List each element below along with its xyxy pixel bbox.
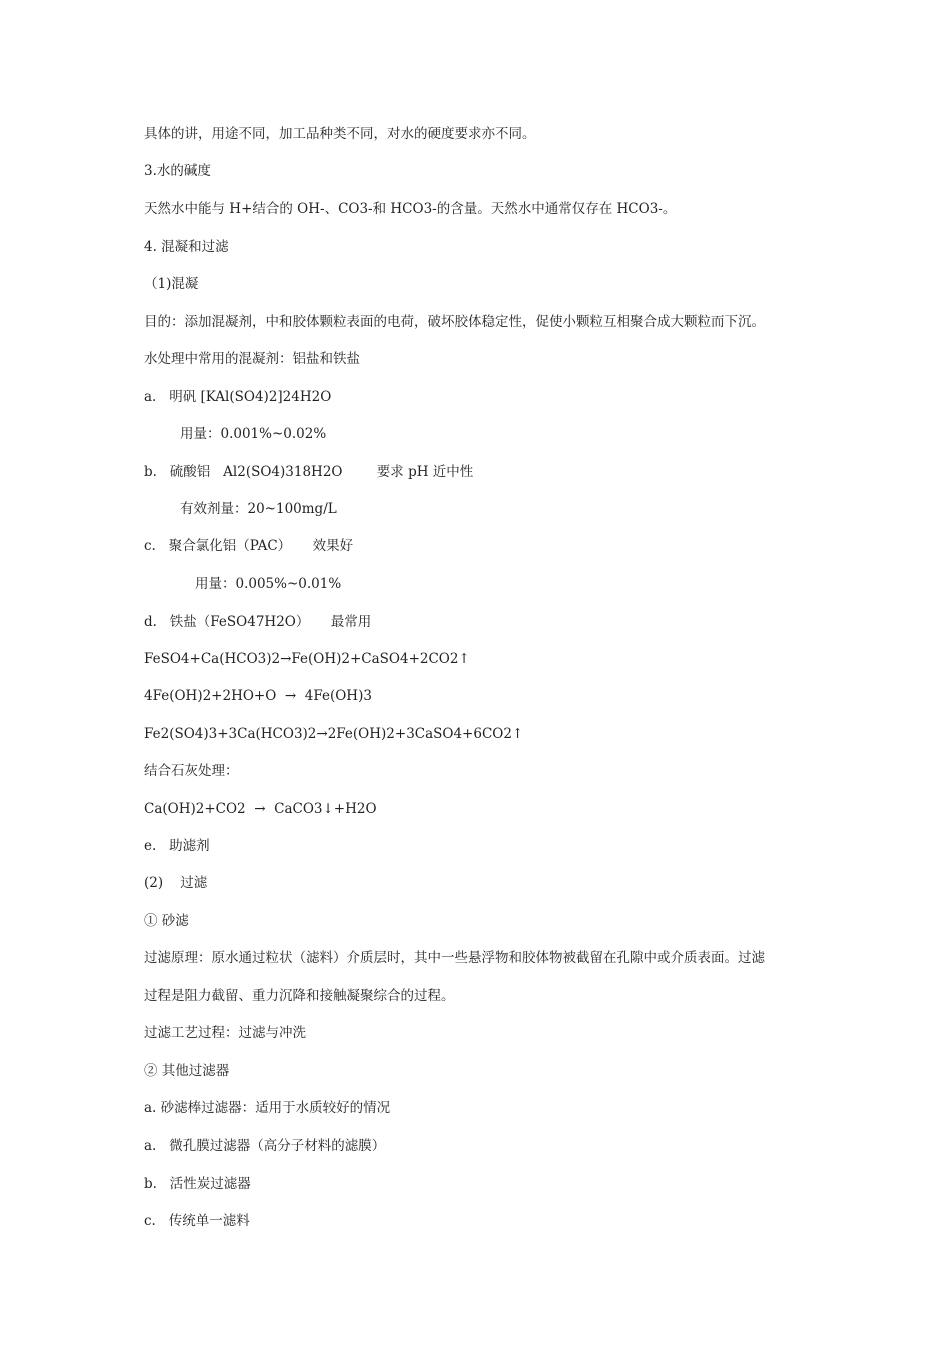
list-item: a. 明矾 [KAl(SO4)2]24H2O (144, 389, 332, 405)
text-line: 过程是阻力截留、重力沉降和接触凝聚综合的过程。 (144, 988, 455, 1004)
text-line: 天然水中能与 H+结合的 OH-、CO3-和 HCO3-的含量。天然水中通常仅存在 HCO3-。 (144, 201, 677, 217)
item-heading-other-filters: ② 其他过滤器 (144, 1063, 230, 1079)
list-item: a. 砂滤棒过滤器：适用于水质较好的情况 (144, 1100, 391, 1116)
chemical-equation: Ca(OH)2+CO2 → CaCO3↓+H2O (144, 801, 377, 817)
section-heading-alkalinity: 3.水的碱度 (144, 163, 211, 179)
dosage-note: 用量：0.001%~0.02% (180, 426, 327, 442)
text-line: 目的：添加混凝剂，中和胶体颗粒表面的电荷，破坏胶体稳定性，促使小颗粒互相聚合成大颗粒而下沉。 (144, 314, 765, 330)
dosage-note: 用量：0.005%~0.01% (195, 576, 342, 592)
subsection-heading-filtration: (2) 过滤 (144, 875, 208, 891)
dosage-note: 有效剂量：20~100mg/L (180, 501, 337, 517)
section-heading-coagulation-filtration: 4. 混凝和过滤 (144, 239, 229, 255)
list-item: e. 助滤剂 (144, 838, 210, 854)
text-line: 水处理中常用的混凝剂：铝盐和铁盐 (144, 351, 360, 367)
text-line: 具体的讲，用途不同，加工品种类不同，对水的硬度要求亦不同。 (144, 126, 536, 142)
list-item: c. 传统单一滤料 (144, 1213, 250, 1229)
list-item: c. 聚合氯化铝（PAC） 效果好 (144, 538, 354, 554)
text-line: 过滤工艺过程：过滤与冲洗 (144, 1025, 306, 1041)
text-line: 过滤原理：原水通过粒状（滤料）介质层时，其中一些悬浮物和胶体物被截留在孔隙中或介质表面。过滤 (144, 950, 765, 966)
chemical-equation: FeSO4+Ca(HCO3)2→Fe(OH)2+CaSO4+2CO2↑ (144, 651, 470, 667)
item-heading-sand-filter: ① 砂滤 (144, 913, 189, 929)
list-item: a. 微孔膜过滤器（高分子材料的滤膜） (144, 1138, 386, 1154)
list-item: b. 硫酸铝 Al2(SO4)318H2O 要求 pH 近中性 (144, 464, 474, 480)
subsection-heading-coagulation: （1)混凝 (144, 276, 199, 292)
chemical-equation: 4Fe(OH)2+2HO+O → 4Fe(OH)3 (144, 688, 372, 704)
list-item: b. 活性炭过滤器 (144, 1176, 251, 1192)
chemical-equation: Fe2(SO4)3+3Ca(HCO3)2→2Fe(OH)2+3CaSO4+6CO2↑ (144, 726, 524, 742)
text-line: 结合石灰处理： (144, 763, 239, 779)
list-item: d. 铁盐（FeSO47H2O） 最常用 (144, 614, 372, 630)
